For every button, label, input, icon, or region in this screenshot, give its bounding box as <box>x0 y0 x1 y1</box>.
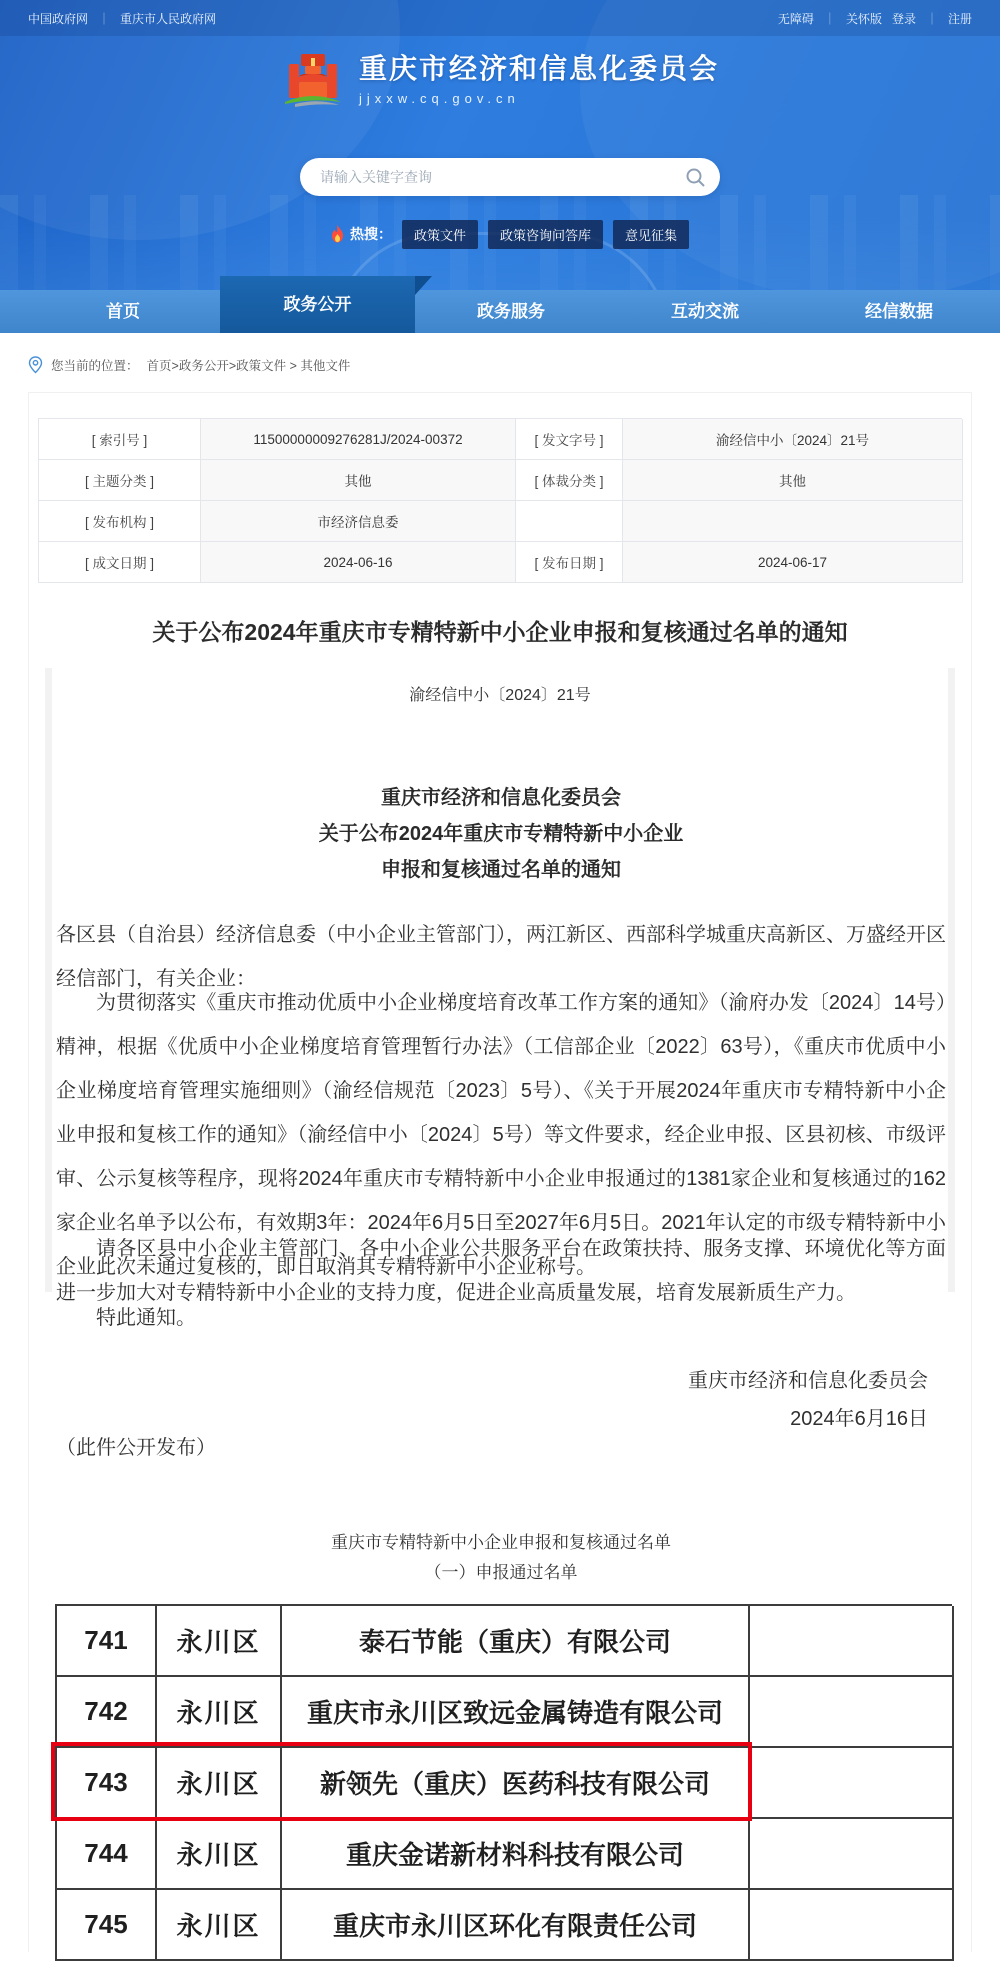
row-742-district: 永川区 <box>157 1677 282 1748</box>
row-741-extra <box>750 1606 954 1677</box>
heading-line: 关于公布2024年重庆市专精特新中小企业 <box>318 823 684 845</box>
meta-value-published: 2024-06-17 <box>623 542 963 583</box>
hot-search-text: 热搜： <box>350 226 392 242</box>
row-742-no: 742 <box>57 1677 157 1748</box>
row-741-no: 741 <box>57 1606 157 1677</box>
row-742-extra <box>750 1677 954 1748</box>
document-signature <box>56 1362 946 1438</box>
list-title: 重庆市专精特新中小企业申报和复核通过名单 <box>331 1533 671 1552</box>
row-741-district: 永川区 <box>157 1606 282 1677</box>
meta-label-published: [ 发布日期 ] <box>516 542 623 583</box>
link-china-gov[interactable]: 中国政府网 <box>28 11 89 26</box>
hot-search-label <box>330 224 392 244</box>
heading-line: 申报和复核通过名单的通知 <box>381 859 621 881</box>
hot-tag-policy-docs[interactable]: 政策文件 <box>402 220 478 249</box>
meta-label-written: [ 成文日期 ] <box>39 542 201 583</box>
page-title: 关于公布2024年重庆市专精特新中小企业申报和复核通过名单的通知 <box>152 619 848 645</box>
hot-tag-policy-qa[interactable]: 政策咨询问答库 <box>488 220 603 249</box>
breadcrumb <box>28 348 972 382</box>
link-cq-gov[interactable]: 重庆市人民政府网 <box>120 11 217 26</box>
site-logo-icon <box>281 52 345 110</box>
nav-item-interact[interactable]: 互动交流 <box>671 302 739 321</box>
site-branding <box>0 52 1000 110</box>
main-nav <box>0 290 1000 333</box>
link-login[interactable]: 登录 <box>891 11 916 26</box>
doc-edge-left <box>45 668 52 1292</box>
row-745-extra <box>750 1890 954 1961</box>
site-url: jjxxw.cq.gov.cn <box>358 91 520 106</box>
row-745-no: 745 <box>57 1890 157 1961</box>
row-744-company: 重庆金诺新材料科技有限公司 <box>282 1819 750 1890</box>
location-pin-icon <box>28 356 43 374</box>
breadcrumb-prefix: 您当前的位置： <box>51 359 139 373</box>
signer-name: 重庆市经济和信息化委员会 <box>688 1370 928 1392</box>
heading-line: 重庆市经济和信息化委员会 <box>381 787 621 809</box>
row-745-district: 永川区 <box>157 1890 282 1961</box>
site-title: 重庆市经济和信息化委员会 <box>358 53 719 84</box>
row-744-district: 永川区 <box>157 1819 282 1890</box>
meta-value-topic: 其他 <box>201 460 516 501</box>
divider: ｜ <box>98 11 111 26</box>
search-icon[interactable] <box>685 167 706 188</box>
link-accessibility[interactable]: 无障碍 <box>777 11 814 26</box>
document-meta-table <box>38 418 962 583</box>
link-care-version[interactable]: 关怀版 <box>845 11 882 26</box>
breadcrumb-path[interactable]: 首页>政务公开>政策文件 > 其他文件 <box>146 359 351 373</box>
meta-label-genre: [ 体裁分类 ] <box>516 460 623 501</box>
meta-value-genre: 其他 <box>623 460 963 501</box>
document-heading <box>56 780 946 888</box>
meta-label-index: [ 索引号 ] <box>39 419 201 460</box>
divider: ｜ <box>823 11 836 26</box>
row-742-company: 重庆市永川区致远金属铸造有限公司 <box>282 1677 750 1748</box>
document-paragraph-2: 请各区县中小企业主管部门、各中小企业公共服务平台在政策扶持、服务支撑、环境优化等方面进一步加大对专精特新中小企业的支持力度，促进企业高质量发展，培育发展新质生产力。 <box>56 1238 946 1304</box>
row-741-company: 泰石节能（重庆）有限公司 <box>282 1606 750 1677</box>
meta-label-empty <box>516 501 623 542</box>
meta-value-empty <box>623 501 963 542</box>
meta-label-topic: [ 主题分类 ] <box>39 460 201 501</box>
list-subtitle: （一）申报通过名单 <box>424 1563 578 1582</box>
nav-item-services[interactable]: 政务服务 <box>477 302 545 321</box>
hot-search-row <box>330 221 689 247</box>
public-release-note: （此件公开发布） <box>56 1437 216 1459</box>
search-input[interactable] <box>320 169 685 185</box>
nav-item-data[interactable]: 经信数据 <box>865 302 933 321</box>
row-743-district: 永川区 <box>157 1748 282 1819</box>
document-salutation: 各区县（自治县）经济信息委（中小企业主管部门），两江新区、西部科学城重庆高新区、万盛经开区经信部门，有关企业： <box>56 924 946 990</box>
link-register[interactable]: 注册 <box>947 11 972 26</box>
nav-item-gov-info[interactable]: 政务公开 <box>220 276 415 333</box>
search-bar <box>300 158 720 196</box>
row-744-extra <box>750 1819 954 1890</box>
meta-value-issuer: 市经济信息委 <box>201 501 516 542</box>
row-743-company: 新领先（重庆）医药科技有限公司 <box>282 1748 750 1819</box>
meta-value-written: 2024-06-16 <box>201 542 516 583</box>
row-743-no: 743 <box>57 1748 157 1819</box>
document-number: 渝经信中小〔2024〕21号 <box>409 687 591 704</box>
company-list-table <box>55 1604 952 1961</box>
hot-tag-feedback[interactable]: 意见征集 <box>613 220 689 249</box>
row-745-company: 重庆市永川区环化有限责任公司 <box>282 1890 750 1961</box>
top-utility-bar <box>0 0 1000 36</box>
row-744-no: 744 <box>57 1819 157 1890</box>
document-closing: 特此通知。 <box>96 1307 196 1329</box>
meta-value-index: 11500000009276281J/2024-00372 <box>201 419 516 460</box>
nav-item-home[interactable]: 首页 <box>106 302 140 321</box>
divider: ｜ <box>925 11 938 26</box>
flame-icon <box>330 225 345 243</box>
meta-value-docno: 渝经信中小〔2024〕21号 <box>623 419 963 460</box>
meta-label-issuer: [ 发布机构 ] <box>39 501 201 542</box>
signer-date: 2024年6月16日 <box>790 1408 928 1430</box>
row-743-extra <box>750 1748 954 1819</box>
document-paragraph-1: 为贯彻落实《重庆市推动优质中小企业梯度培育改革工作方案的通知》（渝府办发〔2024〕14号）精神，根据《优质中小企业梯度培育管理暂行办法》（工信部企业〔2022〕63号），《重庆市优质中小企业梯度培育管理实施细则》（渝经信规范〔2023〕5号）、《关于开展2024年重庆市专精特新中小企业申报和复核工作的通知》（渝经信中小〔2024〕5号）等文件要求，经企业申报、区县初核、市级评审、公示复核等程序，现将2024年重庆市专精特新中小企业申报通过的1381家企业和复核通过的162家企业名单予以公布，有效期3年：2024年6月5日至2027年6月5日。2021年认定的市级专精特新中小企业此次未通过复核的，即日取消其专精特新中小企业称号。 <box>56 992 946 1278</box>
meta-label-docno: [ 发文字号 ] <box>516 419 623 460</box>
hero-header <box>0 0 1000 290</box>
doc-edge-right <box>948 668 955 1292</box>
